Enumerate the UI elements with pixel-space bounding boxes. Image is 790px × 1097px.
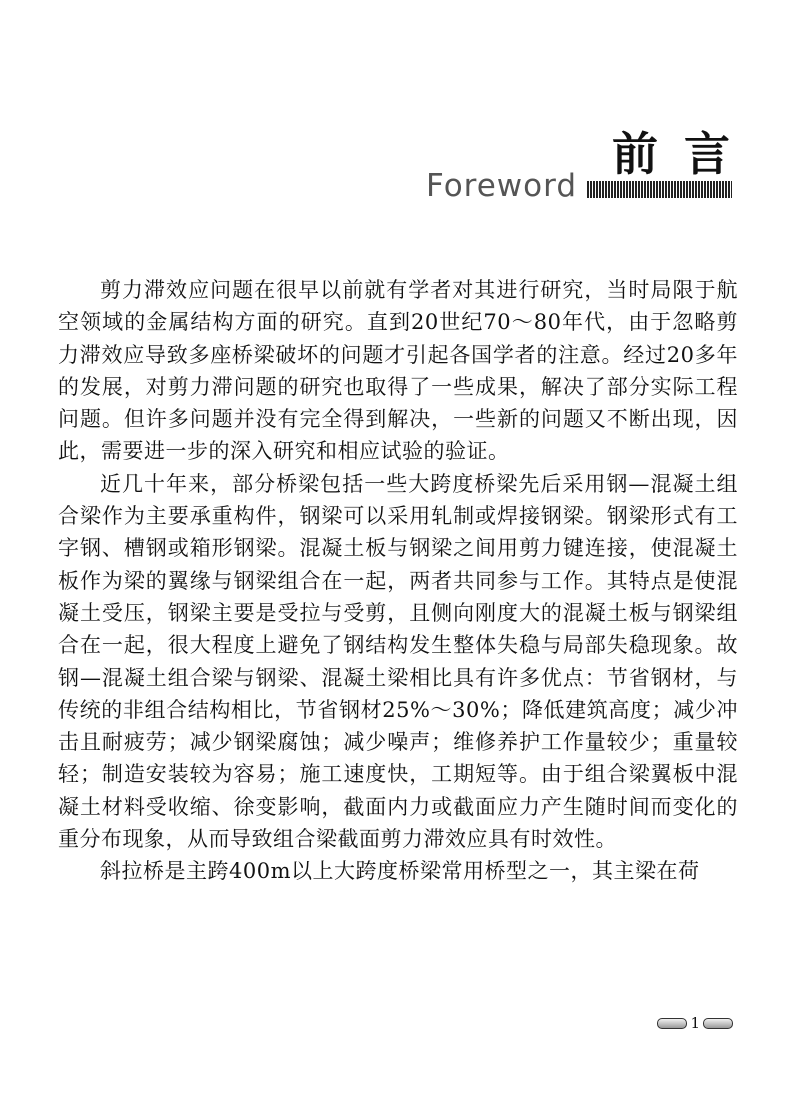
right-ornament-icon bbox=[703, 1018, 733, 1029]
page-subtitle: Foreword bbox=[425, 168, 577, 204]
page-number: 1 bbox=[690, 1014, 700, 1032]
subtitle-row bbox=[426, 168, 732, 204]
page-footer bbox=[657, 1014, 733, 1032]
body-text bbox=[58, 274, 738, 888]
page-title: 前言 bbox=[612, 127, 756, 181]
paragraph-2: 近几十年来，部分桥梁包括一些大跨度桥梁先后采用钢—混凝土组合梁作为主要承重构件，钢梁可以采用轧制或焊接钢梁。钢梁形式有工字钢、槽钢或箱形钢梁。混凝土板与钢梁之间用剪力键连接，使混凝土板作为梁的翼缘与钢梁组合在一起，两者共同参与工作。其特点是使混凝土受压，钢梁主要是受拉与受剪，且侧向刚度大的混凝土板与钢梁组合在一起，很大程度上避免了钢结构发生整体失稳与局部失稳现象。故钢—混凝土组合梁与钢梁、混凝土梁相比具有许多优点：节省钢材，与传统的非组合结构相比，节省钢材25%～30%；降低建筑高度；减少冲击且耐疲劳；减少钢梁腐蚀；减少噪声；维修养护工作量较少；重量较轻；制造安装较为容易；施工速度快，工期短等。由于组合梁翼板中混凝土材料受收缩、徐变影响，截面内力或截面应力产生随时间而变化的重分布现象，从而导致组合梁截面剪力滞效应具有时效性。 bbox=[58, 471, 738, 852]
left-ornament-icon bbox=[657, 1018, 687, 1029]
paragraph-1: 剪力滞效应问题在很早以前就有学者对其进行研究，当时局限于航空领域的金属结构方面的研究。直到20世纪70～80年代，由于忽略剪力滞效应导致多座桥梁破坏的问题才引起各国学者的注意。经过20多年的发展，对剪力滞问题的研究也取得了一些成果，解决了部分实际工程问题。但许多问题并没有完全得到解决，一些新的问题又不断出现，因此，需要进一步的深入研究和相应试验的验证。 bbox=[58, 278, 738, 464]
decorative-stripe-bar bbox=[587, 181, 732, 198]
paragraph-3: 斜拉桥是主跨400m以上大跨度桥梁常用桥型之一，其主梁在荷 bbox=[100, 859, 700, 884]
